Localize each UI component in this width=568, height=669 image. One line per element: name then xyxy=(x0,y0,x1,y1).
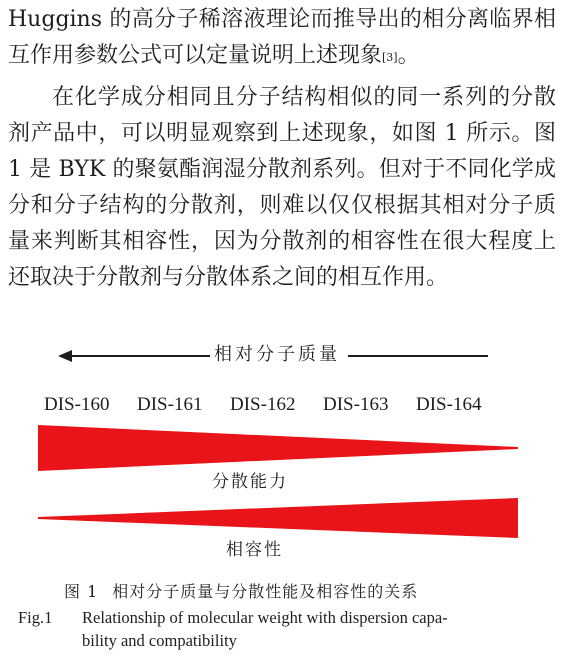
compatibility-wedge xyxy=(38,498,518,538)
citation-ref: [3] xyxy=(382,51,398,64)
compatibility-wedge-shape xyxy=(38,498,518,538)
caption-cn-text: 相对分子质量与分散性能及相容性的关系 xyxy=(112,582,419,601)
product-labels xyxy=(44,393,524,417)
caption-en-line2: bility and compatibility xyxy=(82,631,237,650)
dispersion-label: 分散能力 xyxy=(212,472,288,492)
paragraph-1-end: 。 xyxy=(397,43,420,68)
axis-label: 相对分子质量 xyxy=(210,340,344,370)
dispersion-wedge-shape xyxy=(38,425,518,471)
axis-line-right xyxy=(348,355,488,357)
caption-en-line1: Relationship of molecular weight with dispersion capa- xyxy=(82,608,448,627)
product-label-4: DIS-163 xyxy=(323,394,389,415)
product-label-2: DIS-161 xyxy=(137,394,203,415)
paragraph-2: 在化学成分相同且分子结构相似的同一系列的分散剂产品中，可以明显观察到上述现象，如图 1 所示。图 1 是 BYK 的聚氨酯润湿分散剂系列。但对于不同化学成分和分子结构的分散剂，则难以仅仅根据其相对分子质量来判断其相容性，因为分散剂的相容性在很大程度上还取决于分散剂与分散体系之间的相互作用。 xyxy=(8,85,556,290)
caption-chinese xyxy=(64,580,418,604)
product-label-1: DIS-160 xyxy=(44,394,110,415)
caption-cn-number: 图 1 xyxy=(64,582,99,601)
paragraph-1-text: Huggins 的高分子稀溶液理论而推导出的相分离临界相互作用参数公式可以定量说明上述现象 xyxy=(8,7,556,68)
molecular-weight-axis xyxy=(58,340,488,370)
axis-line-left xyxy=(68,355,214,357)
product-label-5: DIS-164 xyxy=(416,394,482,415)
dispersion-wedge xyxy=(38,425,518,471)
compatibility-label: 相容性 xyxy=(226,540,283,560)
paragraph-1 xyxy=(8,2,556,74)
caption-english xyxy=(18,606,548,652)
product-label-3: DIS-162 xyxy=(230,394,296,415)
caption-en-number: Fig.1 xyxy=(18,608,53,627)
